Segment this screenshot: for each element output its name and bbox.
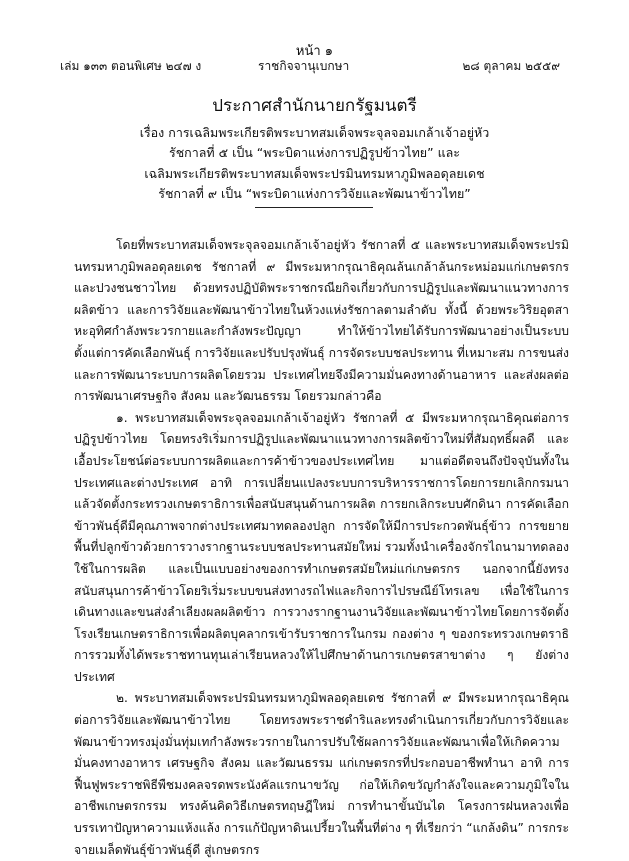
subject-line-2: รัชกาลที่ ๕ เป็น “พระบิดาแห่งการปฏิรูปข้าวไทย” และ [168,145,461,160]
gazette-name: ราชกิจจานุเบกษา [258,59,350,73]
gazette-header-line [60,57,560,75]
paragraph-preamble: โดยที่พระบาทสมเด็จพระจุลจอมเกล้าเจ้าอยู่หัว รัชกาลที่ ๕ และพระบาทสมเด็จพระปรมินทรมหาภูมิพลอดุลยเดช รัชกาลที่ ๙ มีพระมหากรุณาธิคุณล้นเกล้าล้นกระหม่อมแก่เกษตรกรและปวงชนชาวไทย ด้วยทรงปฏิบัติพระราชกรณียกิจเกี่ยวกับการปฏิรูปและพัฒนาแนวทางการผลิตข้าว และการวิจัยและพัฒนาข้าวไทยในห้วงแห่งรัชกาลตามลำดับ ทั้งนี้ ด้วยพระวิริยอุตสาหะอุทิศกำลังพระวรกายและกำลังพระปัญญา ทำให้ข้าวไทยได้รับการพัฒนาอย่างเป็นระบบ ตั้งแต่การคัดเลือกพันธุ์ การวิจัยและปรับปรุงพันธุ์ การจัดระบบชลประทาน ที่เหมาะสม การขนส่งและการพัฒนาระบบการผลิตโดยรวม ประเทศไทยจึงมีความมั่นคงทางด้านอาหาร และส่งผลต่อการพัฒนาเศรษฐกิจ สังคม และวัฒนธรรม โดยรวมกล่าวคือ [74,238,569,404]
announcement-title: ประกาศสำนักนายกรัฐมนตรี [212,96,417,116]
body-text [74,235,569,861]
paragraph-rama9: ๒. พระบาทสมเด็จพระปรมินทรมหาภูมิพลอดุลยเดช รัชกาลที่ ๙ มีพระมหากรุณาธิคุณต่อการวิจัยและพัฒนาข้าวไทย โดยทรงพระราชดำริและทรงดำเนินการเกี่ยวกับการวิจัยและพัฒนาข้าวทรงมุ่งมั่นทุ่มเทกำลังพระวรกายในการปรับใช้ผลการวิจัยและพัฒนาเพื่อให้เกิดความมั่นคงทางอาหาร เศรษฐกิจ สังคม และวัฒนธรรม แก่เกษตรกรที่ประกอบอาชีพทำนา อาทิ การฟื้นฟูพระราชพิธีพืชมงคลจรดพระนังคัลแรกนาขวัญ ก่อให้เกิดขวัญกำลังใจและความภูมิใจในอาชีพเกษตรกรรม ทรงค้นคิดวิธีเกษตรทฤษฎีใหม่ การทำนาขั้นบันได โครงการฝนหลวงเพื่อบรรเทาปัญหาความแห้งแล้ง การแก้ปัญหาดินเปรี้ยวในพื้นที่ต่าง ๆ ที่เรียกว่า “แกล้งดิน” การกระจายเมล็ดพันธุ์ข้าวพันธุ์ดี สู่เกษตรกร [74,691,569,857]
title-divider [255,207,373,208]
subject-line-1: เรื่อง การเฉลิมพระเกียรติพระบาทสมเด็จพระจุลจอมเกล้าเจ้าอยู่หัว [139,125,490,140]
page-number: หน้า ๑ [295,44,334,59]
subject-line-4: รัชกาลที่ ๙ เป็น “พระบิดาแห่งการวิจัยและพัฒนาข้าวไทย” [158,186,471,201]
subject-line-3: เฉลิมพระเกียรติพระบาทสมเด็จพระปรมินทรมหาภูมิพลอดุลยเดช [144,166,485,181]
paragraph-rama5: ๑. พระบาทสมเด็จพระจุลจอมเกล้าเจ้าอยู่หัว รัชกาลที่ ๕ มีพระมหากรุณาธิคุณต่อการปฏิรูปข้าวไทย โดยทรงริเริ่มการปฏิรูปและพัฒนาแนวทางการผลิตข้าวใหม่ที่สัมฤทธิ์ผลดี และเอื้อประโยชน์ต่อระบบการผลิตและการค้าข้าวของประเทศไทย มาแต่อดีตจนถึงปัจจุบันทั้งในประเทศและต่างประเทศ อาทิ การเปลี่ยนแปลงระบบการบริหารราชการโดยการยกเลิกกรมนาแล้วจัดตั้งกระทรวงเกษตราธิการเพื่อสนับสนุนด้านการผลิต การยกเลิกระบบศักดินา การคัดเลือกข้าวพันธุ์ดีมีคุณภาพจากต่างประเทศมาทดลองปลูก การจัดให้มีการประกวดพันธุ์ข้าว การขยายพื้นที่ปลูกข้าวด้วยการวางรากฐานระบบชลประทานสมัยใหม่ รวมทั้งนำเครื่องจักรไถนามาทดลองใช้ในการผลิต และเป็นแบบอย่างของการทำเกษตรสมัยใหม่แก่เกษตรกร นอกจากนี้ยังทรงสนับสนุนการค้าข้าวโดยริเริ่มระบบขนส่งทางรถไฟและกิจการไปรษณีย์โทรเลข เพื่อใช้ในการเดินทางและขนส่งลำเลียงผลผลิตข้าว การวางรากฐานงานวิจัยและพัฒนาข้าวไทยโดยการจัดตั้งโรงเรียนเกษตราธิการเพื่อผลิตบุคลากรเข้ารับราชการในกรม กองต่าง ๆ ของกระทรวงเกษตราธิการรวมทั้งได้พระราชทานทุนเล่าเรียนหลวงให้ไปศึกษาด้านการเกษตรสาขาต่าง ๆ ยังต่างประเทศ [74,410,569,684]
publication-date: ๒๘ ตุลาคม ๒๕๕๙ [462,59,560,73]
volume-issue: เล่ม ๑๓๓ ตอนพิเศษ ๒๔๗ ง [60,59,202,73]
